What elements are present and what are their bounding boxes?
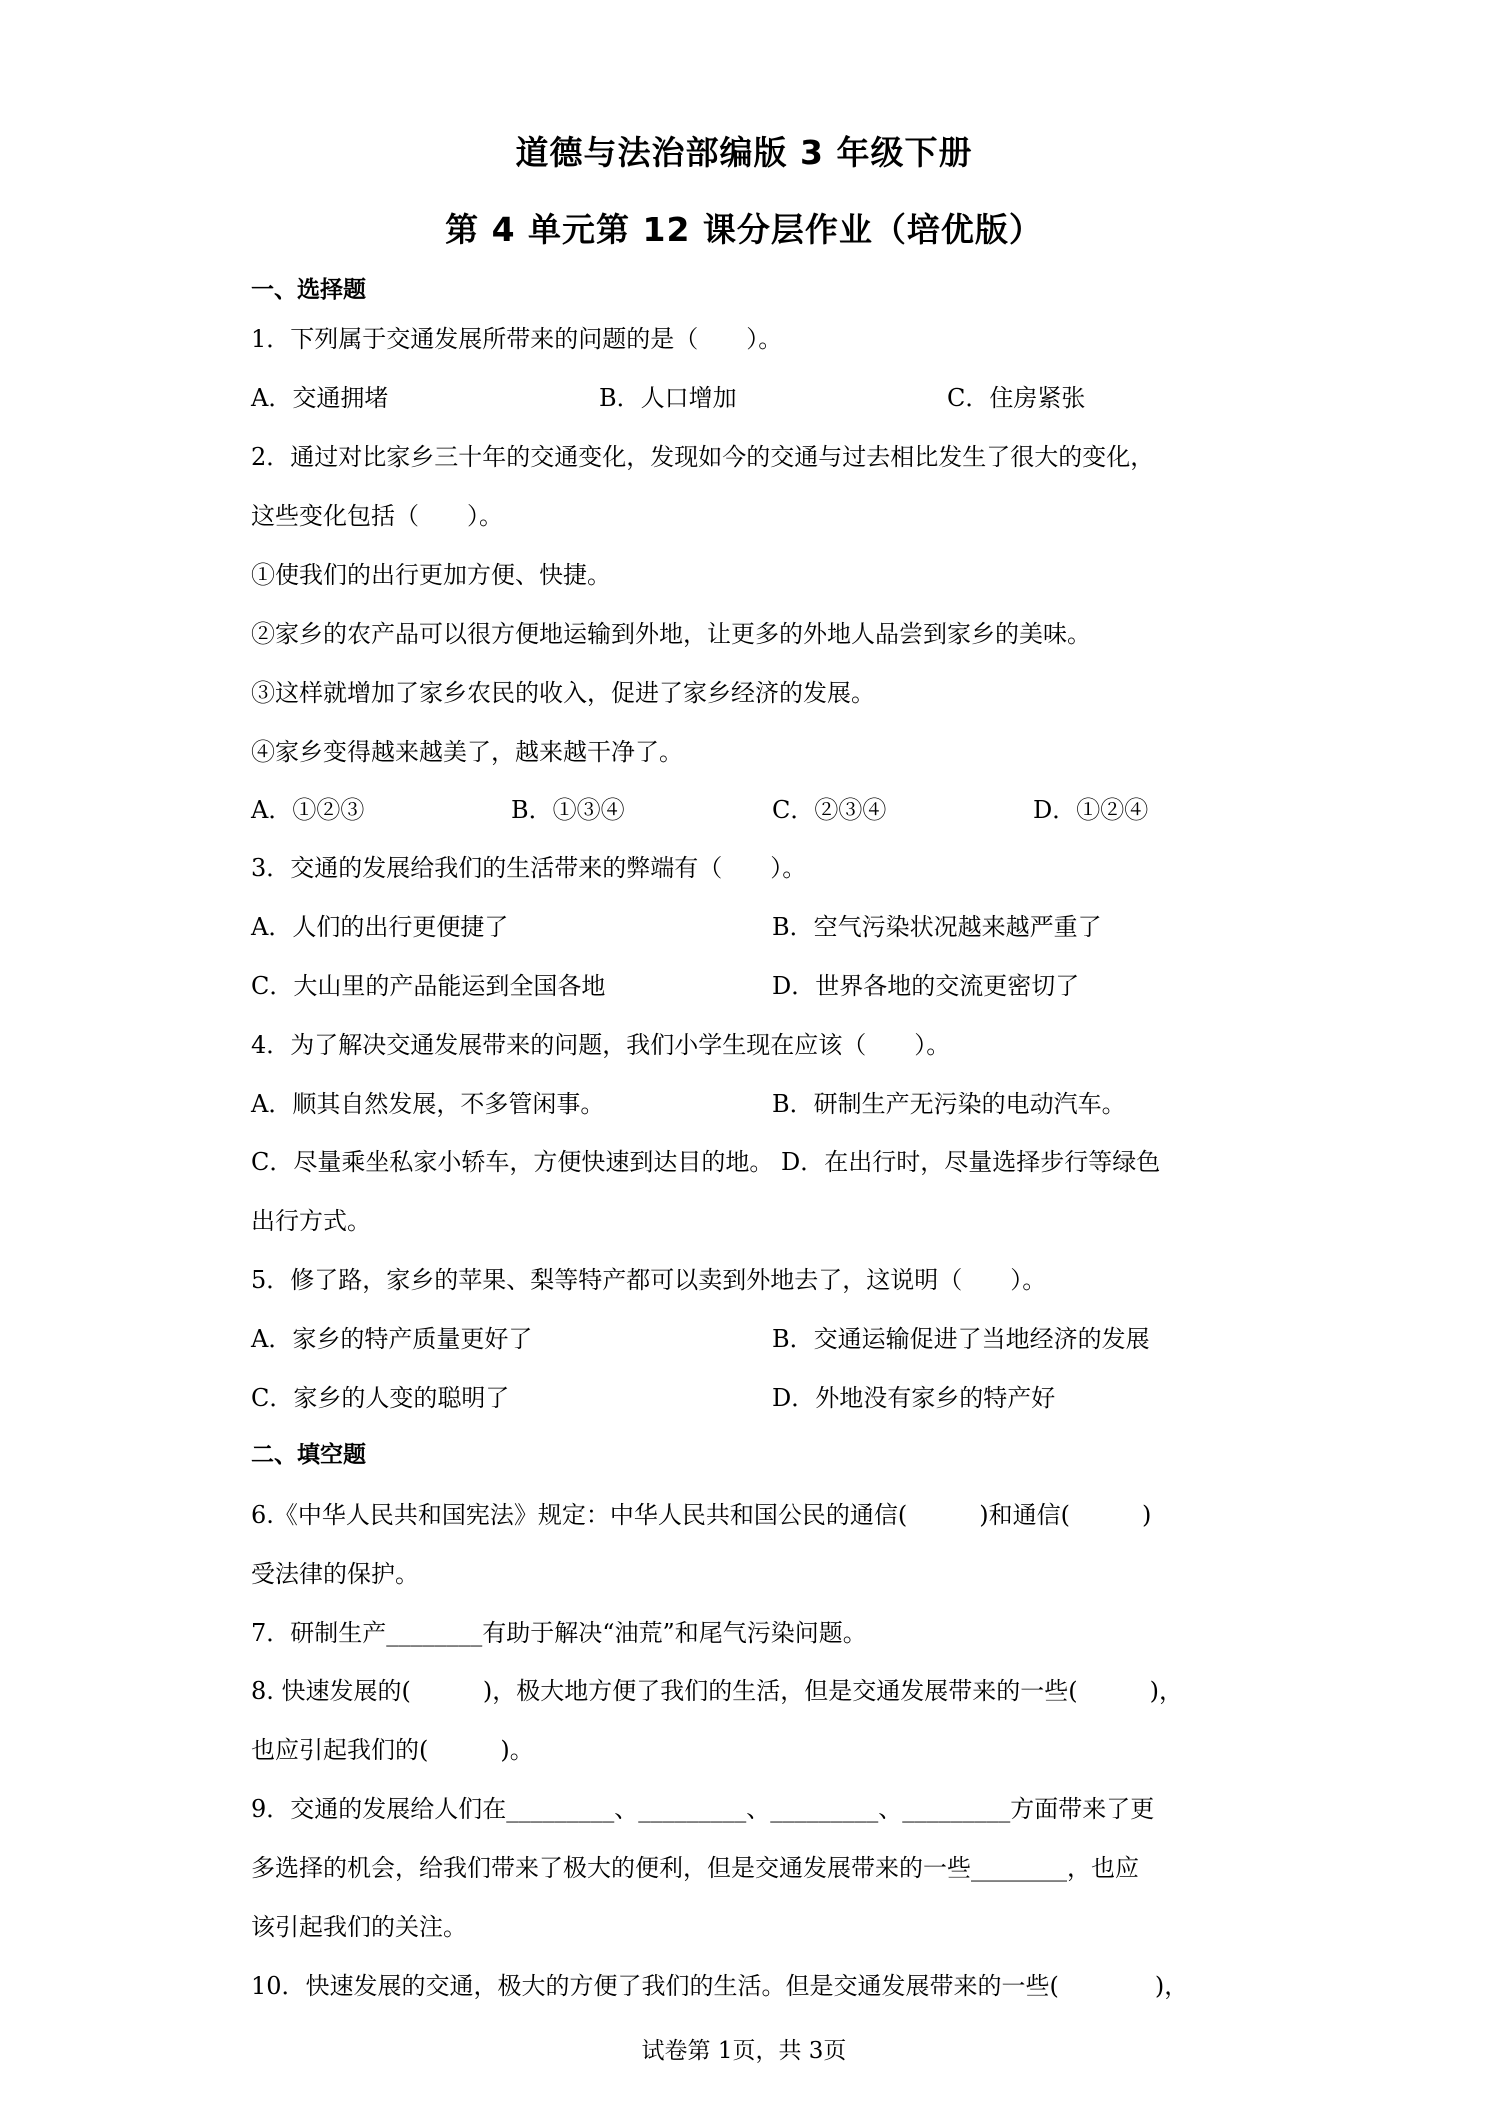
question-4-stem: 4．为了解决交通发展带来的问题，我们小学生现在应该（ ）。 (251, 1031, 951, 1059)
question-3-option-d: D．世界各地的交流更密切了 (772, 972, 1080, 1000)
question-2-statement-4: ④家乡变得越来越美了，越来越干净了。 (251, 738, 683, 766)
question-5-stem: 5．修了路，家乡的苹果、梨等特产都可以卖到外地去了，这说明（ ）。 (251, 1266, 1047, 1294)
question-2-stem-line1: 2．通过对比家乡三十年的交通变化，发现如今的交通与过去相比发生了很大的变化， (251, 443, 1155, 471)
question-9-line2: 多选择的机会，给我们带来了极大的便利，但是交通发展带来的一些________，也应 (251, 1854, 1139, 1882)
question-9-line3: 该引起我们的关注。 (251, 1913, 467, 1941)
question-2-option-b: B．①③④ (511, 796, 625, 824)
question-3-option-a: A．人们的出行更便捷了 (251, 913, 509, 941)
question-2-option-a: A．①②③ (251, 796, 365, 824)
question-2-statement-3: ③这样就增加了家乡农民的收入，促进了家乡经济的发展。 (251, 679, 875, 707)
question-2-stem-line2: 这些变化包括（ ）。 (251, 502, 503, 530)
question-6-line1: 6.《中华人民共和国宪法》规定：中华人民共和国公民的通信( )和通信( ) (251, 1501, 1152, 1529)
document-subtitle: 第 4 单元第 12 课分层作业（培优版） (445, 210, 1043, 249)
question-5-option-b: B．交通运输促进了当地经济的发展 (772, 1325, 1150, 1353)
question-1-option-b: B．人口增加 (599, 384, 737, 412)
question-4-option-b: B．研制生产无污染的电动汽车。 (772, 1090, 1126, 1118)
question-8-line1: 8. 快速发展的( )，极大地方便了我们的生活，但是交通发展带来的一些( )， (251, 1677, 1183, 1705)
question-8-line2: 也应引起我们的( )。 (251, 1736, 534, 1764)
section-heading-choice: 一、选择题 (251, 277, 366, 303)
page-footer: 试卷第 1页，共 3页 (641, 2038, 847, 2064)
question-4-option-line3: C．尽量乘坐私家小轿车，方便快速到达目的地。 D．在出行时，尽量选择步行等绿色 (251, 1148, 1161, 1176)
question-10-line1: 10．快速发展的交通，极大的方便了我们的生活。但是交通发展带来的一些( )， (251, 1972, 1189, 2000)
question-9-line1: 9．交通的发展给人们在_________、_________、_________、_________方面带来了更 (251, 1795, 1155, 1823)
question-2-option-d: D．①②④ (1033, 796, 1149, 824)
question-2-statement-2: ②家乡的农产品可以很方便地运输到外地，让更多的外地人品尝到家乡的美味。 (251, 620, 1091, 648)
question-5-option-c: C．家乡的人变的聪明了 (251, 1384, 510, 1412)
question-7-line1: 7．研制生产________有助于解决“油荒”和尾气污染问题。 (251, 1619, 867, 1647)
question-2-statement-1: ①使我们的出行更加方便、快捷。 (251, 561, 611, 589)
question-4-option-a: A．顺其自然发展，不多管闲事。 (251, 1090, 605, 1118)
question-3-option-b: B．空气污染状况越来越严重了 (772, 913, 1102, 941)
document-title: 道德与法治部编版 3 年级下册 (515, 133, 973, 172)
question-1-option-a: A．交通拥堵 (251, 384, 389, 412)
question-5-option-a: A．家乡的特产质量更好了 (251, 1325, 533, 1353)
question-3-stem: 3．交通的发展给我们的生活带来的弊端有（ ）。 (251, 854, 807, 882)
question-5-option-d: D．外地没有家乡的特产好 (772, 1384, 1056, 1412)
section-heading-fill: 二、填空题 (251, 1442, 366, 1468)
question-2-option-c: C．②③④ (772, 796, 887, 824)
question-3-option-c: C．大山里的产品能运到全国各地 (251, 972, 606, 1000)
question-6-line2: 受法律的保护。 (251, 1560, 419, 1588)
question-1-option-c: C．住房紧张 (947, 384, 1086, 412)
question-1-stem: 1．下列属于交通发展所带来的问题的是（ ）。 (251, 325, 783, 353)
question-4-option-line4: 出行方式。 (251, 1207, 371, 1235)
